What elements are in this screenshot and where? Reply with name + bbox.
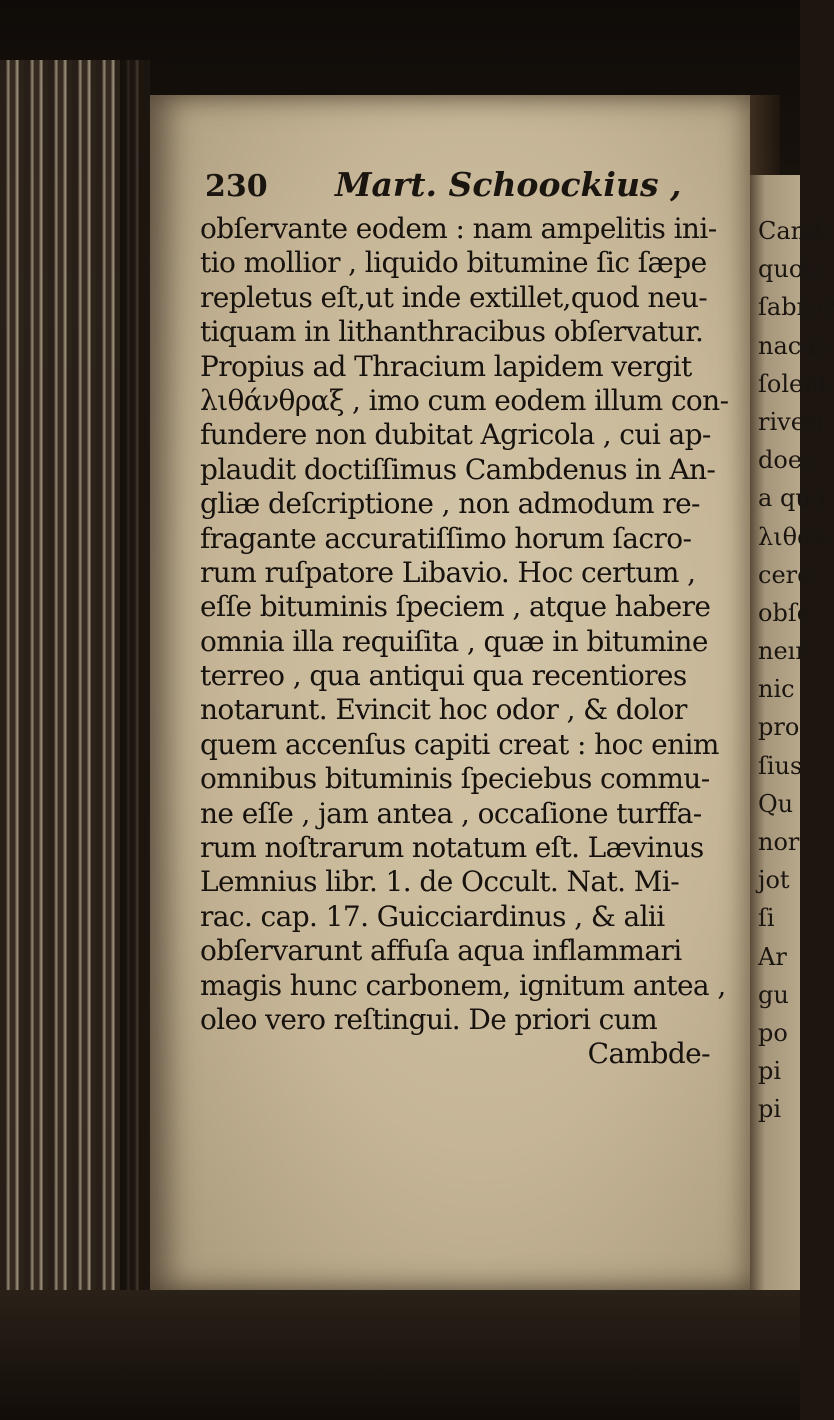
facing-fragment: Qu bbox=[758, 789, 794, 818]
body-text bbox=[200, 212, 740, 1072]
text-line: oleo vero reſtingui. De priori cum bbox=[200, 1002, 658, 1036]
facing-fragment: Camb bbox=[758, 217, 829, 245]
facing-fragment: gu bbox=[758, 980, 789, 1009]
text-line: Lemnius libr. 1. de Occult. Nat. Mi- bbox=[200, 865, 680, 899]
text-line: rum ruſpatore Libavio. Hoc certum , bbox=[200, 555, 696, 589]
facing-fragment: doex bbox=[758, 446, 816, 475]
facing-fragment: obſe bbox=[758, 598, 811, 627]
facing-fragment: ſius bbox=[758, 751, 803, 780]
facing-page-text bbox=[758, 212, 834, 1129]
facing-fragment: pi bbox=[758, 1095, 782, 1124]
text-line: omnibus bituminis ſpeciebus commu- bbox=[200, 762, 710, 796]
facing-fragment: nic bbox=[758, 675, 795, 704]
facing-fragment: ſabror bbox=[758, 293, 834, 322]
text-line: omnia illa requiſita , quæ in bitumine bbox=[200, 624, 708, 658]
text-line: fragante accuratiſſimo horum ſacro- bbox=[200, 521, 692, 555]
facing-fragment: a quo bbox=[758, 484, 826, 513]
text-line: rac. cap. 17. Guicciardinus , & alii bbox=[200, 899, 665, 933]
page-number: 230 bbox=[205, 169, 268, 204]
text-line: gliæ deſcriptione , non admodum re- bbox=[200, 487, 700, 521]
facing-fragment: jot bbox=[758, 866, 790, 895]
text-line: obſervante eodem : nam ampelitis ini- bbox=[200, 212, 717, 245]
page-header bbox=[205, 165, 682, 204]
facing-fragment: ſolent bbox=[758, 369, 829, 398]
facing-fragment: riveri bbox=[758, 407, 825, 436]
text-line: notarunt. Evincit hoc odor , & dolor bbox=[200, 693, 687, 727]
facing-fragment: neır bbox=[758, 637, 807, 666]
text-line: tio mollior , liquido bitumine ſic ſæpe bbox=[200, 246, 707, 280]
text-line: λιθάνθραξ , imo cum eodem illum con- bbox=[200, 383, 729, 417]
text-line: Propius ad Thracium lapidem vergit bbox=[200, 349, 692, 383]
text-line: tiquam in lithanthracibus obſervatur. bbox=[200, 315, 704, 349]
catchword: Cambde- bbox=[587, 1037, 710, 1071]
running-head: Mart. Schoockius , bbox=[335, 165, 682, 204]
bottom-shadow bbox=[0, 1290, 800, 1420]
text-line: obſervarunt affuſa aqua inflammari bbox=[200, 934, 682, 968]
facing-fragment: Ar bbox=[758, 942, 787, 971]
facing-fragment: ſi bbox=[758, 904, 775, 933]
facing-fragment: pro bbox=[758, 713, 800, 742]
facing-fragment: λιθαν bbox=[758, 522, 828, 551]
text-line: magis hunc carbonem, ignitum antea , bbox=[200, 968, 726, 1002]
facing-fragment: po bbox=[758, 1018, 788, 1047]
text-line: quem accenſus capiti creat : hoc enim bbox=[200, 727, 719, 761]
text-line: ne eſſe , jam antea , occaſione turffa- bbox=[200, 796, 702, 830]
facing-fragment: pi bbox=[758, 1057, 782, 1086]
text-line: repletus eſt,ut inde extillet,quod neu- bbox=[200, 280, 708, 314]
text-line: plaudit doctiſſimus Cambdenus in An- bbox=[200, 452, 716, 486]
facing-fragment: nor bbox=[758, 828, 800, 856]
facing-fragment: quoti bbox=[758, 255, 821, 284]
facing-fragment: cere, bbox=[758, 560, 819, 589]
text-line: fundere non dubitat Agricola , cui ap- bbox=[200, 418, 711, 452]
text-line: rum noſtrarum notatum eſt. Lævinus bbox=[200, 831, 704, 865]
text-line: eſſe bituminis ſpeciem , atque habere bbox=[200, 590, 711, 624]
text-line: terreo , qua antiqui qua recentiores bbox=[200, 659, 687, 693]
facing-fragment: nacus bbox=[758, 331, 829, 360]
